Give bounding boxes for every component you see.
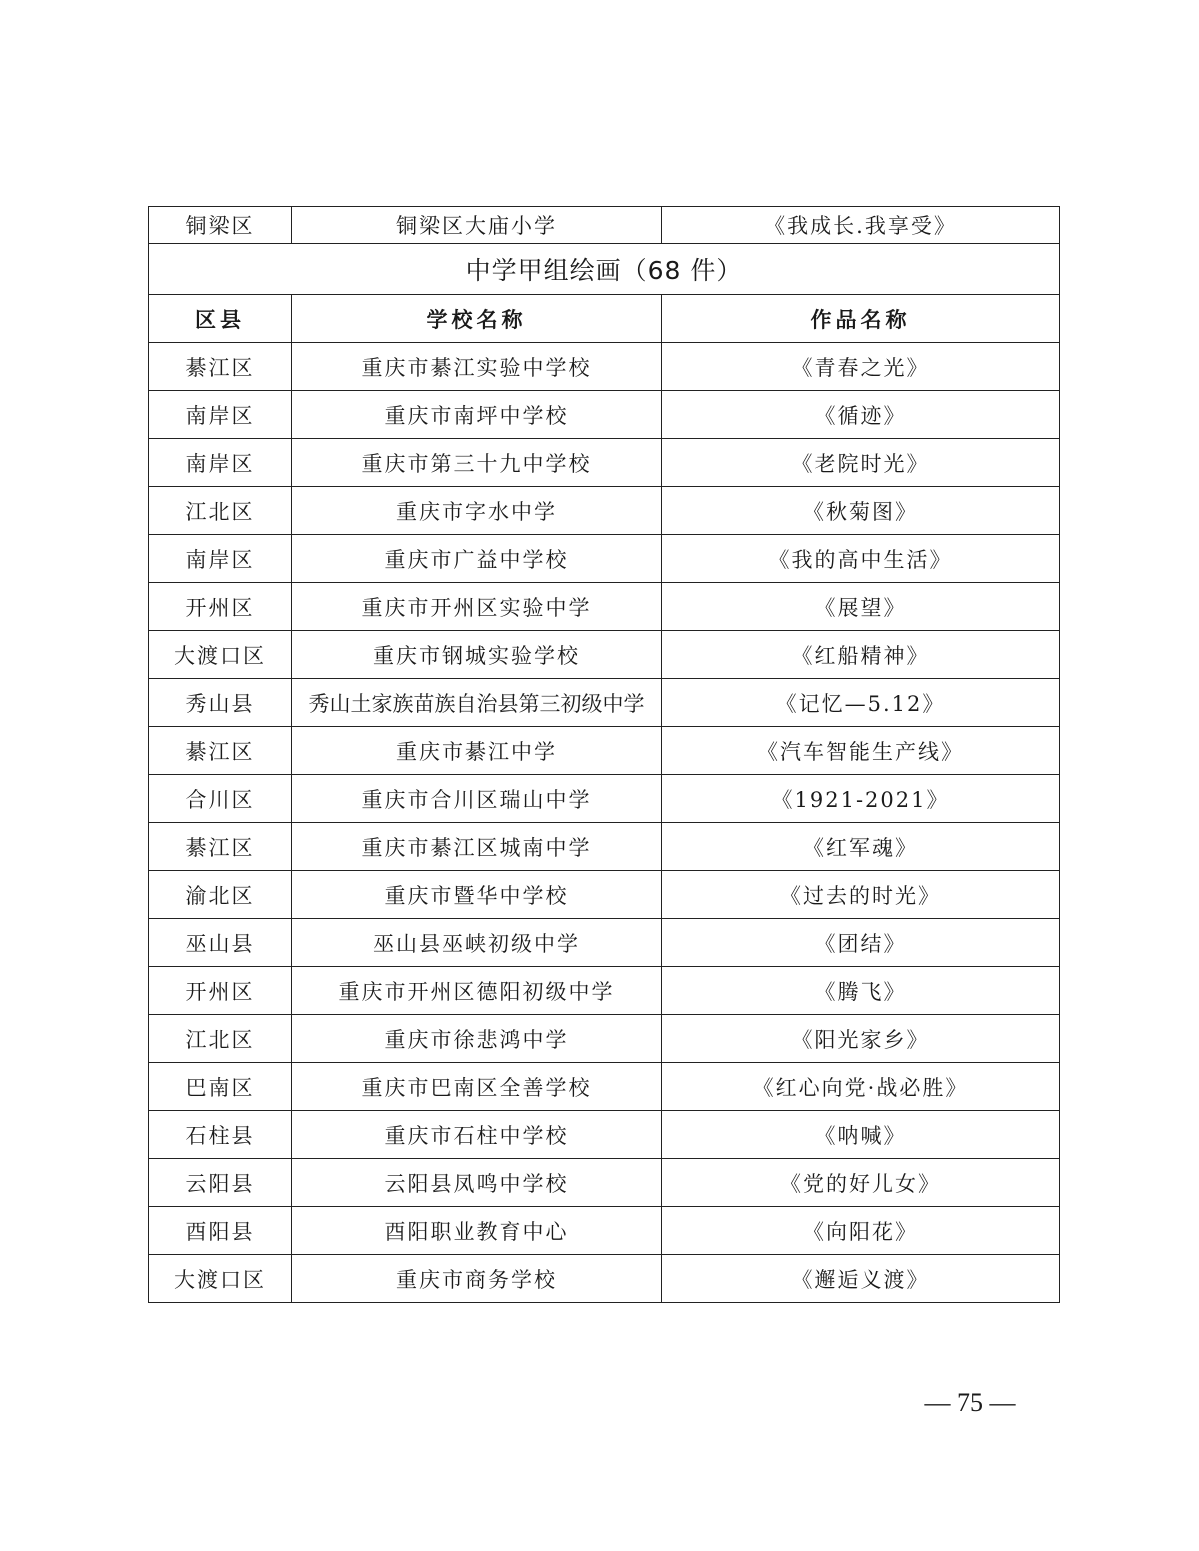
work-cell: 《向阳花》 bbox=[662, 1207, 1060, 1255]
section-title: 中学甲组绘画（68 件） bbox=[149, 244, 1060, 295]
school-cell: 重庆市徐悲鸿中学 bbox=[292, 1015, 662, 1063]
page-number: — 75 — bbox=[924, 1388, 1016, 1417]
district-cell: 南岸区 bbox=[149, 391, 292, 439]
work-cell: 《1921-2021》 bbox=[662, 775, 1060, 823]
table-row bbox=[149, 207, 1060, 244]
work-cell: 《党的好儿女》 bbox=[662, 1159, 1060, 1207]
school-cell: 重庆市商务学校 bbox=[292, 1255, 662, 1303]
awards-table bbox=[148, 206, 1060, 1303]
table-row bbox=[149, 679, 1060, 727]
work-cell: 《团结》 bbox=[662, 919, 1060, 967]
table-row bbox=[149, 1255, 1060, 1303]
work-cell: 《我的高中生活》 bbox=[662, 535, 1060, 583]
table-row bbox=[149, 967, 1060, 1015]
table-row bbox=[149, 343, 1060, 391]
work-cell: 《秋菊图》 bbox=[662, 487, 1060, 535]
work-cell: 《红军魂》 bbox=[662, 823, 1060, 871]
work-cell: 《展望》 bbox=[662, 583, 1060, 631]
work-cell: 《记忆—5.12》 bbox=[662, 679, 1060, 727]
table-row bbox=[149, 823, 1060, 871]
school-cell: 重庆市綦江中学 bbox=[292, 727, 662, 775]
work-cell: 《汽车智能生产线》 bbox=[662, 727, 1060, 775]
school-cell: 重庆市第三十九中学校 bbox=[292, 439, 662, 487]
district-cell: 南岸区 bbox=[149, 439, 292, 487]
table-row bbox=[149, 439, 1060, 487]
district-cell: 酉阳县 bbox=[149, 1207, 292, 1255]
district-cell: 南岸区 bbox=[149, 535, 292, 583]
table-row bbox=[149, 1159, 1060, 1207]
school-cell: 酉阳职业教育中心 bbox=[292, 1207, 662, 1255]
school-cell: 重庆市石柱中学校 bbox=[292, 1111, 662, 1159]
work-cell: 《青春之光》 bbox=[662, 343, 1060, 391]
district-cell: 石柱县 bbox=[149, 1111, 292, 1159]
header-school: 学校名称 bbox=[292, 295, 662, 343]
table-row bbox=[149, 535, 1060, 583]
work-cell: 《红船精神》 bbox=[662, 631, 1060, 679]
school-cell: 巫山县巫峡初级中学 bbox=[292, 919, 662, 967]
table-row bbox=[149, 631, 1060, 679]
school-cell: 重庆市字水中学 bbox=[292, 487, 662, 535]
school-cell: 云阳县凤鸣中学校 bbox=[292, 1159, 662, 1207]
work-cell: 《阳光家乡》 bbox=[662, 1015, 1060, 1063]
table-row bbox=[149, 391, 1060, 439]
school-cell: 重庆市开州区德阳初级中学 bbox=[292, 967, 662, 1015]
district-cell: 大渡口区 bbox=[149, 631, 292, 679]
district-cell: 秀山县 bbox=[149, 679, 292, 727]
district-cell: 江北区 bbox=[149, 1015, 292, 1063]
work-cell: 《邂逅义渡》 bbox=[662, 1255, 1060, 1303]
work-cell: 《呐喊》 bbox=[662, 1111, 1060, 1159]
table-row bbox=[149, 487, 1060, 535]
school-cell: 重庆市钢城实验学校 bbox=[292, 631, 662, 679]
school-cell: 重庆市綦江区城南中学 bbox=[292, 823, 662, 871]
school-cell: 重庆市綦江实验中学校 bbox=[292, 343, 662, 391]
table-row bbox=[149, 775, 1060, 823]
table-row bbox=[149, 1015, 1060, 1063]
school-cell: 秀山土家族苗族自治县第三初级中学 bbox=[292, 679, 662, 727]
district-cell: 铜梁区 bbox=[149, 207, 292, 244]
table-header-row bbox=[149, 295, 1060, 343]
section-title-row bbox=[149, 244, 1060, 295]
school-cell: 重庆市开州区实验中学 bbox=[292, 583, 662, 631]
header-district: 区县 bbox=[149, 295, 292, 343]
table-row bbox=[149, 1207, 1060, 1255]
district-cell: 云阳县 bbox=[149, 1159, 292, 1207]
table-row bbox=[149, 871, 1060, 919]
work-cell: 《过去的时光》 bbox=[662, 871, 1060, 919]
work-cell: 《我成长.我享受》 bbox=[662, 207, 1060, 244]
table-row bbox=[149, 1111, 1060, 1159]
school-cell: 重庆市暨华中学校 bbox=[292, 871, 662, 919]
district-cell: 綦江区 bbox=[149, 823, 292, 871]
work-cell: 《循迹》 bbox=[662, 391, 1060, 439]
header-work: 作品名称 bbox=[662, 295, 1060, 343]
work-cell: 《老院时光》 bbox=[662, 439, 1060, 487]
district-cell: 江北区 bbox=[149, 487, 292, 535]
school-cell: 重庆市合川区瑞山中学 bbox=[292, 775, 662, 823]
school-cell: 重庆市广益中学校 bbox=[292, 535, 662, 583]
school-cell: 重庆市南坪中学校 bbox=[292, 391, 662, 439]
work-cell: 《红心向党·战必胜》 bbox=[662, 1063, 1060, 1111]
table-row bbox=[149, 727, 1060, 775]
district-cell: 綦江区 bbox=[149, 343, 292, 391]
district-cell: 綦江区 bbox=[149, 727, 292, 775]
district-cell: 大渡口区 bbox=[149, 1255, 292, 1303]
district-cell: 巴南区 bbox=[149, 1063, 292, 1111]
district-cell: 开州区 bbox=[149, 583, 292, 631]
district-cell: 开州区 bbox=[149, 967, 292, 1015]
district-cell: 巫山县 bbox=[149, 919, 292, 967]
district-cell: 渝北区 bbox=[149, 871, 292, 919]
district-cell: 合川区 bbox=[149, 775, 292, 823]
table-row bbox=[149, 919, 1060, 967]
work-cell: 《腾飞》 bbox=[662, 967, 1060, 1015]
school-cell: 铜梁区大庙小学 bbox=[292, 207, 662, 244]
school-cell: 重庆市巴南区全善学校 bbox=[292, 1063, 662, 1111]
table-row bbox=[149, 1063, 1060, 1111]
table-row bbox=[149, 583, 1060, 631]
